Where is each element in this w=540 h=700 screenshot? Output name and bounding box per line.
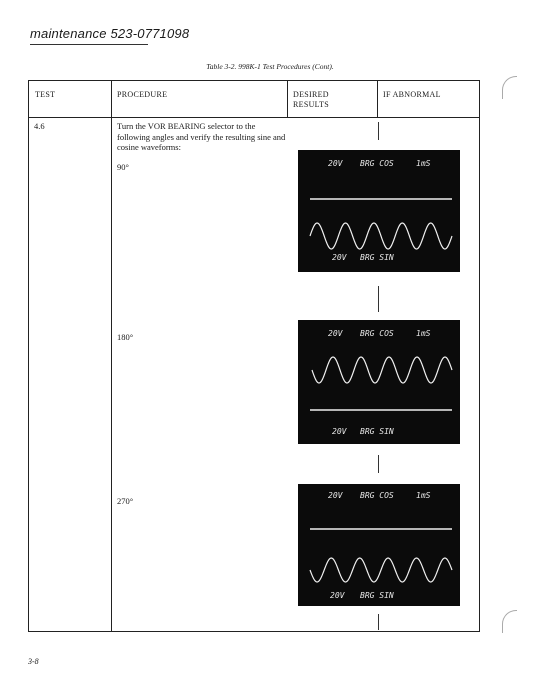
waveform-sine <box>310 558 452 582</box>
angle-label: 180° <box>117 332 134 342</box>
scope-volts-label: 20V <box>332 253 347 262</box>
header-underline <box>30 44 148 45</box>
scope-time-label: 1mS <box>416 159 431 168</box>
scope-volts-label: 20V <box>330 591 345 600</box>
scope-volts-label: 20V <box>332 427 347 436</box>
column-header-if-abnormal: IF ABNORMAL <box>383 90 441 99</box>
column-header-desired-results: DESIRED RESULTS <box>293 90 330 109</box>
oscilloscope-photo-180 <box>298 320 460 444</box>
procedure-text: Turn the VOR BEARING selector to the following angles and verify the resulting sine and cosine waveforms: <box>117 121 286 152</box>
result-separator-tick <box>378 122 379 140</box>
scope-channel-label: BRG COS <box>360 329 394 338</box>
scope-channel-label: BRG COS <box>360 491 394 500</box>
result-separator-tick <box>378 614 379 630</box>
scope-volts-label: 20V <box>328 329 343 338</box>
scope-channel-label: BRG COS <box>360 159 394 168</box>
scope-time-label: 1mS <box>416 491 431 500</box>
test-number: 4.6 <box>34 121 45 131</box>
column-header-test: TEST <box>35 90 56 99</box>
angle-label: 90° <box>117 162 129 172</box>
oscilloscope-photo-270 <box>298 484 460 606</box>
scope-channel-label: BRG SIN <box>360 591 394 600</box>
scope-volts-label: 20V <box>328 491 343 500</box>
margin-binding-mark <box>502 610 517 633</box>
angle-label: 270° <box>117 496 134 506</box>
scope-time-label: 1mS <box>416 329 431 338</box>
column-divider <box>377 81 378 117</box>
waveform-cosine <box>312 357 452 383</box>
oscilloscope-photo-90 <box>298 150 460 272</box>
result-separator-tick <box>378 286 379 312</box>
column-header-procedure: PROCEDURE <box>117 90 168 99</box>
scope-volts-label: 20V <box>328 159 343 168</box>
column-divider <box>287 81 288 117</box>
scope-channel-label: BRG SIN <box>360 427 394 436</box>
waveform-sine <box>310 223 452 249</box>
scope-channel-label: BRG SIN <box>360 253 394 262</box>
result-separator-tick <box>378 455 379 473</box>
page-number: 3-8 <box>28 657 39 666</box>
column-divider <box>111 81 112 631</box>
table-caption: Table 3-2. 998K-1 Test Procedures (Cont). <box>206 62 334 71</box>
document-header-title: maintenance 523-0771098 <box>30 26 190 41</box>
margin-binding-mark <box>502 76 517 99</box>
